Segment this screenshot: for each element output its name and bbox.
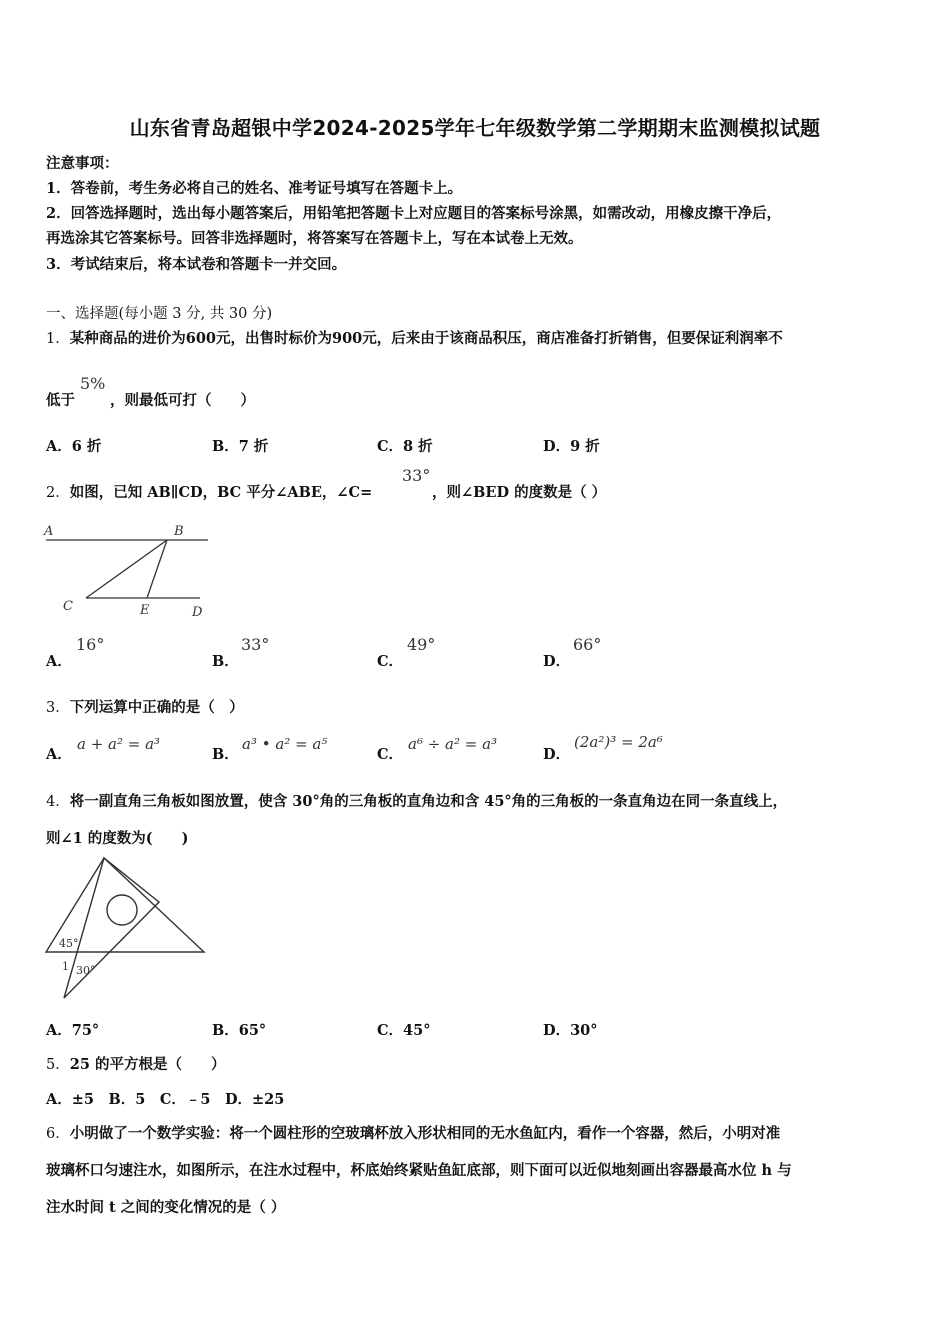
- q2-option-a-letter[interactable]: A．: [46, 653, 72, 670]
- q1-text: 某种商品的进价为600元，出售时标价为900元，后来由于该商品积压，商店准备打折销售，但要保证利润率不: [69, 330, 783, 347]
- q5-number: 5．: [46, 1057, 70, 1073]
- q3-line: [46, 696, 244, 717]
- q1-option-a[interactable]: A．6 折: [46, 438, 102, 455]
- page-title: 山东省青岛超银中学2024-2025学年七年级数学第二学期期末监测模拟试题: [129, 116, 821, 140]
- triangle-30: [64, 858, 159, 998]
- q1-option-c[interactable]: C．8 折: [377, 438, 433, 455]
- triangle-hole: [107, 895, 137, 925]
- q4-line1: [46, 790, 787, 811]
- q6-line3: 注水时间 t 之间的变化情况的是（ ）: [46, 1199, 286, 1216]
- q2-text-b: ，则∠BED 的度数是（ ）: [432, 484, 607, 501]
- q6-line2: 玻璃杯口匀速注水，如图所示，在注水过程中，杯底始终紧贴鱼缸底部，则下面可以近似地刻画出容器最高水位 h 与: [46, 1162, 792, 1179]
- q2-option-c-value: 49°: [407, 635, 436, 654]
- line-bc: [86, 540, 167, 598]
- label-c: C: [63, 599, 73, 614]
- section-heading: 一、选择题(每小题 3 分, 共 30 分): [46, 306, 273, 322]
- notice-item-3: 3．考试结束后，将本试卷和答题卡一并交回。: [46, 256, 347, 273]
- q4-number: 4．: [46, 794, 70, 810]
- q6-line1: [46, 1122, 780, 1143]
- q5-text: 25 的平方根是（ ）: [69, 1056, 226, 1073]
- q1-option-d[interactable]: D．9 折: [543, 438, 600, 455]
- q4-option-c[interactable]: C．45°: [377, 1022, 431, 1039]
- q2-option-d-value: 66°: [573, 635, 602, 654]
- line-be: [147, 540, 167, 598]
- q1-option-b[interactable]: B．7 折: [212, 438, 269, 455]
- q2-option-b-letter[interactable]: B．: [212, 653, 239, 670]
- q3-text: 下列运算中正确的是（ ）: [69, 699, 244, 716]
- q1-line2-b: ，则最低可打（ ）: [110, 392, 255, 409]
- q4-text-1: 将一副直角三角板如图放置，使含 30°角的三角板的直角边和含 45°角的三角板的一条直角边在同一条直线上，: [69, 793, 788, 810]
- label-a: A: [44, 524, 54, 539]
- q2-option-c-letter[interactable]: C．: [377, 653, 404, 670]
- label-d: D: [192, 605, 203, 620]
- q6-text-1: 小明做了一个数学实验：将一个圆柱形的空玻璃杯放入形状相同的无水鱼缸内，看作一个容器，然后，小明对准: [69, 1125, 781, 1142]
- q3-option-d-expr: (2a²)³ = 2a⁶: [574, 733, 663, 751]
- q2-angle: 33°: [402, 466, 431, 485]
- q3-option-a-letter[interactable]: A．: [46, 746, 72, 763]
- label-30: 30°: [76, 964, 96, 977]
- q2-number: 2．: [46, 485, 70, 501]
- q2-option-b-value: 33°: [241, 635, 270, 654]
- q3-option-b-expr: a³ • a² = a⁵: [242, 735, 328, 753]
- q4-line2: 则∠1 的度数为( ): [46, 830, 189, 847]
- q3-option-d-letter[interactable]: D．: [543, 746, 571, 763]
- notice-item-2-cont: 再选涂其它答案标号。回答非选择题时，将答案写在答题卡上，写在本试卷上无效。: [46, 230, 583, 247]
- q1-number: 1．: [46, 331, 70, 347]
- label-45: 45°: [59, 937, 79, 950]
- q2-option-a-value: 16°: [76, 635, 105, 654]
- q1-line2-a: 低于: [46, 392, 75, 409]
- notice-item-2: 2．回答选择题时，选出每小题答案后，用铅笔把答题卡上对应题目的答案标号涂黑，如需改动，用橡皮擦干净后，: [46, 205, 782, 222]
- q6-number: 6．: [46, 1126, 70, 1142]
- notice-heading: 注意事项：: [46, 155, 119, 172]
- q5-options[interactable]: A．±5 B．5 C．﹣5 D．±25: [46, 1091, 285, 1108]
- q2-line1-a: [46, 481, 372, 502]
- q3-option-c-letter[interactable]: C．: [377, 746, 404, 763]
- q2-figure: [40, 518, 220, 624]
- q5-line: [46, 1053, 225, 1074]
- q4-option-d[interactable]: D．30°: [543, 1022, 598, 1039]
- q3-option-b-letter[interactable]: B．: [212, 746, 239, 763]
- label-1: 1: [62, 960, 69, 973]
- q3-option-a-expr: a + a² = a³: [77, 735, 161, 753]
- label-e: E: [140, 603, 150, 618]
- notice-item-1: 1．答卷前，考生务必将自己的姓名、准考证号填写在答题卡上。: [46, 180, 463, 197]
- q4-figure: [40, 852, 210, 1004]
- label-b: B: [174, 524, 184, 539]
- q4-option-a[interactable]: A．75°: [46, 1022, 100, 1039]
- q3-option-c-expr: a⁶ ÷ a² = a³: [408, 735, 498, 753]
- q2-option-d-letter[interactable]: D．: [543, 653, 571, 670]
- q1-line1: [46, 327, 783, 348]
- q3-number: 3．: [46, 700, 70, 716]
- q1-percent: 5%: [80, 374, 106, 393]
- q4-option-b[interactable]: B．65°: [212, 1022, 267, 1039]
- q2-text-a: 如图，已知 AB∥CD，BC 平分∠ABE，∠C=: [69, 484, 373, 501]
